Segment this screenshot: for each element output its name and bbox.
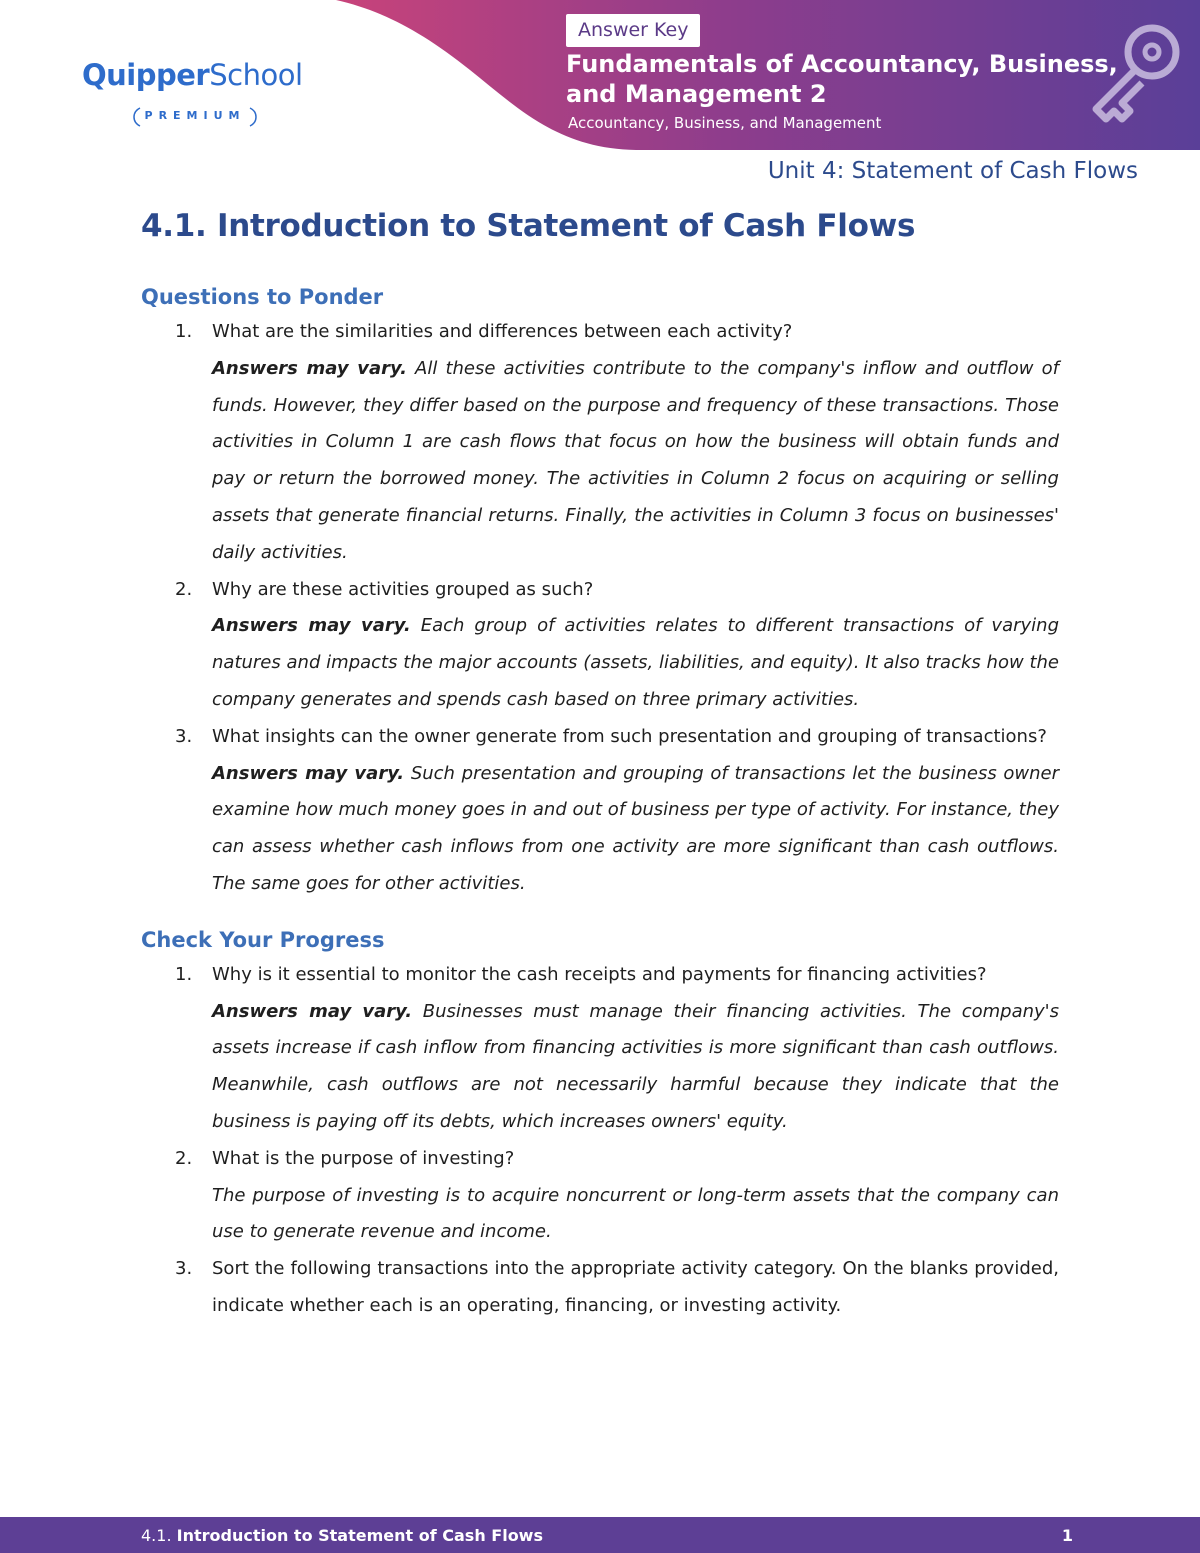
ponder-answer-2: [141, 608, 1059, 718]
course-title: Fundamentals of Accountancy, Business, and Management 2: [566, 50, 1118, 108]
progress-answer-2: [141, 1178, 1059, 1252]
answer-text: Each group of activities relates to different transactions of varying natures and impacts the major accounts (assets, liabilities, and equity). It also tracks how the company generates and spends cash based on three primary activities.: [212, 615, 1059, 710]
answer-text: Such presentation and grouping of transactions let the business owner examine how much money goes in and out of business per type of activity. For instance, they can assess whether cash inflows from one activity are more significant than cash outflows. The same goes for other activities.: [212, 762, 1060, 894]
footer-title: [141, 1526, 543, 1545]
question-text: What are the similarities and differences between each activity?: [212, 321, 793, 342]
question-number: 1.: [175, 963, 193, 985]
course-subtitle: Accountancy, Business, and Management: [568, 114, 882, 132]
lesson-title: 4.1. Introduction to Statement of Cash Flows: [141, 208, 916, 244]
ponder-question-3: [141, 719, 1059, 756]
answer-text: All these activities contribute to the company's inflow and outflow of funds. However, they differ based on the purpose and frequency of these transactions. Those activities in Column 1 are cash flows that focus on how the business will obtain funds and pay or return the borrowed money. The activities in Column 2 focus on acquiring or selling assets that generate financial returns. Finally, the activities in Column 3 focus on businesses' daily activities.: [212, 357, 1059, 563]
answer-text: The purpose of investing is to acquire noncurrent or long-term assets that the company can use to generate revenue and income.: [212, 1184, 1059, 1243]
unit-title: Unit 4: Statement of Cash Flows: [767, 158, 1138, 184]
logo-premium-badge: [130, 106, 260, 128]
page-number: 1: [1061, 1526, 1073, 1545]
answer-lead: Answers may vary.: [212, 357, 407, 379]
question-number: 2.: [175, 578, 193, 600]
ponder-question-1: [141, 314, 1059, 351]
key-icon: [1080, 18, 1185, 133]
ponder-question-2: [141, 572, 1059, 609]
ponder-answer-1: [141, 351, 1059, 572]
answer-text: Businesses must manage their financing activities. The company's assets increase if cash inflow from financing activities is more significant than cash outflows. Meanwhile, cash outflows are not necessarily harmful because they indicate that the business is paying off its debts, which increases owners' equity.: [212, 1000, 1059, 1132]
page-footer: [0, 1517, 1200, 1553]
question-number: 1.: [175, 321, 193, 342]
answer-key-badge: Answer Key: [566, 14, 700, 47]
question-number: 2.: [175, 1147, 193, 1169]
answer-lead: Answers may vary.: [212, 1000, 413, 1022]
logo-school-text: School: [209, 58, 303, 92]
progress-question-1: [141, 957, 1059, 994]
question-text: Sort the following transactions into the appropriate activity category. On the blanks provided, indicate whether each is an operating, financing, or investing activity.: [212, 1258, 1059, 1316]
question-number: 3.: [175, 725, 193, 747]
footer-lesson-title: Introduction to Statement of Cash Flows: [176, 1526, 543, 1545]
progress-question-2: [141, 1141, 1059, 1178]
question-text: Why is it essential to monitor the cash receipts and payments for financing activities?: [212, 963, 987, 985]
question-text: What is the purpose of investing?: [212, 1147, 515, 1169]
answer-lead: Answers may vary.: [212, 615, 411, 637]
answer-lead: Answers may vary.: [212, 762, 405, 784]
quipper-school-logo: [82, 58, 303, 122]
question-number: 3.: [175, 1258, 193, 1280]
question-text: What insights can the owner generate from such presentation and grouping of transactions?: [212, 725, 1047, 747]
logo-premium-text: PREMIUM: [144, 109, 246, 122]
questions-to-ponder-heading: Questions to Ponder: [141, 285, 384, 309]
lesson-content: [141, 280, 1059, 1325]
ponder-answer-3: [141, 756, 1059, 903]
progress-answer-1: [141, 994, 1059, 1141]
logo-quipper-text: Quipper: [82, 58, 210, 92]
footer-prefix: 4.1.: [141, 1526, 172, 1545]
check-your-progress-heading: Check Your Progress: [141, 927, 385, 952]
progress-question-3: [141, 1251, 1059, 1325]
question-text: Why are these activities grouped as such?: [212, 578, 594, 600]
